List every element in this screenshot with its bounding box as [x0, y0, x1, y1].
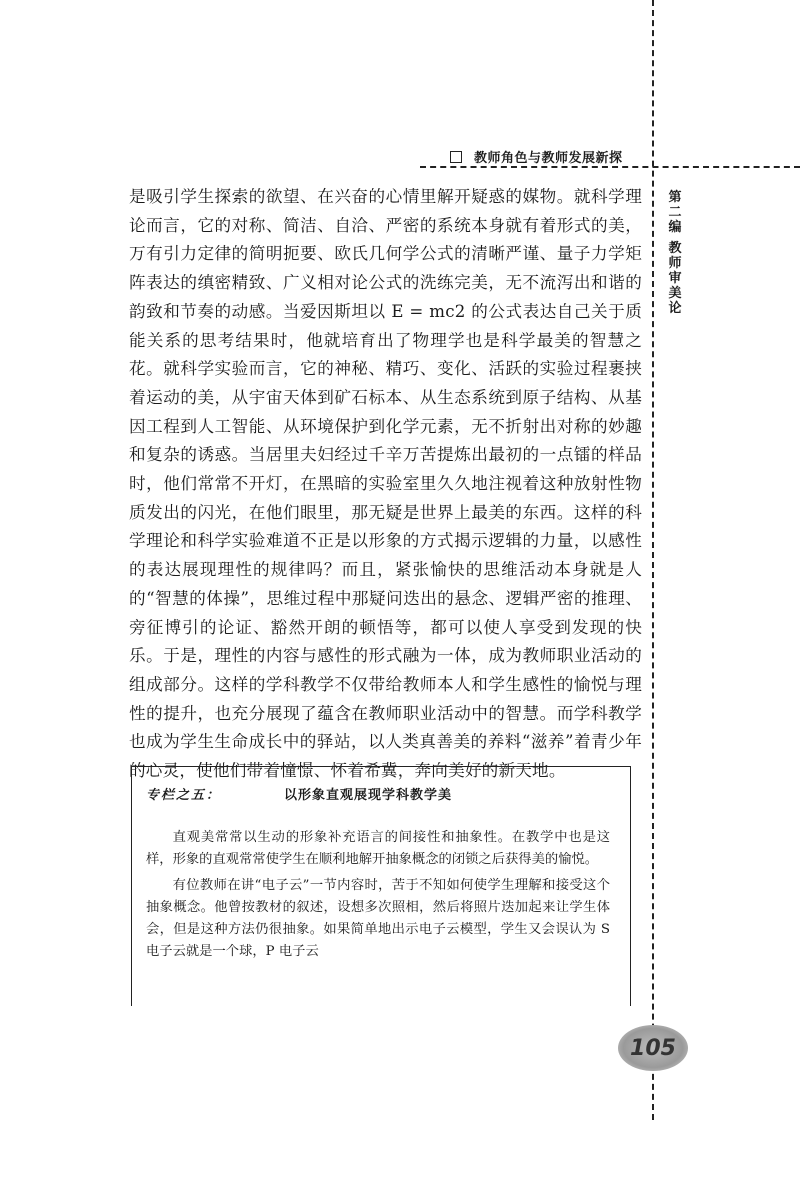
column-label: 专栏之五： — [146, 788, 222, 803]
page-number-badge: 105 — [618, 1025, 688, 1071]
column-box — [131, 766, 631, 1006]
column-title: 以形象直观展现学科教学美 — [284, 788, 453, 803]
vertical-dashed-divider — [652, 0, 654, 1120]
square-box-icon — [450, 151, 462, 163]
side-chapter-tab — [664, 190, 686, 316]
main-body-text — [129, 183, 642, 786]
side-tab-part: 第 二 编 — [668, 190, 682, 235]
column-paragraph: 有位教师在讲“电子云”一节内容时，苦于不知如何使学生理解和接受这个抽象概念。他曾按教材的叙述，设想多次照相，然后将照片迭加起来让学生体会，但是这种方法仍很抽象。如果简单地出示电子云模型，学生又会误认为 S 电子云就是一个球，P 电子云 — [146, 877, 610, 960]
horizontal-dashed-divider — [420, 166, 800, 168]
body-paragraph: 是吸引学生探索的欲望、在兴奋的心情里解开疑惑的媒物。就科学理论而言，它的对称、简洁、自洽、严密的系统本身就有着形式的美，万有引力定律的简明扼要、欧氏几何学公式的清晰严谨、量子力学矩阵表达的缜密精致、广义相对论公式的洗练完美，无不流泻出和谐的韵致和节奏的动感。当爱因斯坦以 E = mc2 的公式表达自己关于质能关系的思考结果时，他就培育出了物理学也是科学最美的智慧之花。就科学实验而言，它的神秘、精巧、变化、活跃的实验过程裹挟着运动的美，从宇宙天体到矿石标本、从生态系统到原子结构、从基因工程到人工智能、从环境保护到化学元素，无不折射出对称的妙趣和复杂的诱惑。当居里夫妇经过千辛万苦提炼出最初的一点镭的样品时，他们常常不开灯，在黑暗的实验室里久久地注视着这种放射性物质发出的闪光，在他们眼里，那无疑是世界上最美的东西。这样的科学理论和科学实验难道不正是以形象的方式揭示逻辑的力量，以感性的表达展现理性的规律吗？而且，紧张愉快的思维活动本身就是人的“智慧的体操”，思维过程中那疑问迭出的悬念、逻辑严密的推理、旁征博引的论证、豁然开朗的顿悟等，都可以使人享受到发现的快乐。于是，理性的内容与感性的形式融为一体，成为教师职业活动的组成部分。这样的学科教学不仅带给教师本人和学生感性的愉悦与理性的提升，也充分展现了蕴含在教师职业活动中的智慧。而学科教学也成为学生生命成长中的驿站，以人类真善美的养料“滋养”着青少年的心灵，使他们带着憧憬、怀着希冀，奔向美好的新天地。 — [129, 187, 642, 781]
column-header — [146, 784, 610, 803]
column-paragraph: 直观美常常以生动的形象补充语言的间接性和抽象性。在教学中也是这样，形象的直观常常使学生在顺利地解开抽象概念的闭锁之后获得美的愉悦。 — [146, 830, 610, 868]
running-header — [450, 147, 650, 166]
header-title: 教师角色与教师发展新探 — [474, 151, 623, 166]
side-tab-section: 教 师 审 美 论 — [668, 241, 682, 316]
